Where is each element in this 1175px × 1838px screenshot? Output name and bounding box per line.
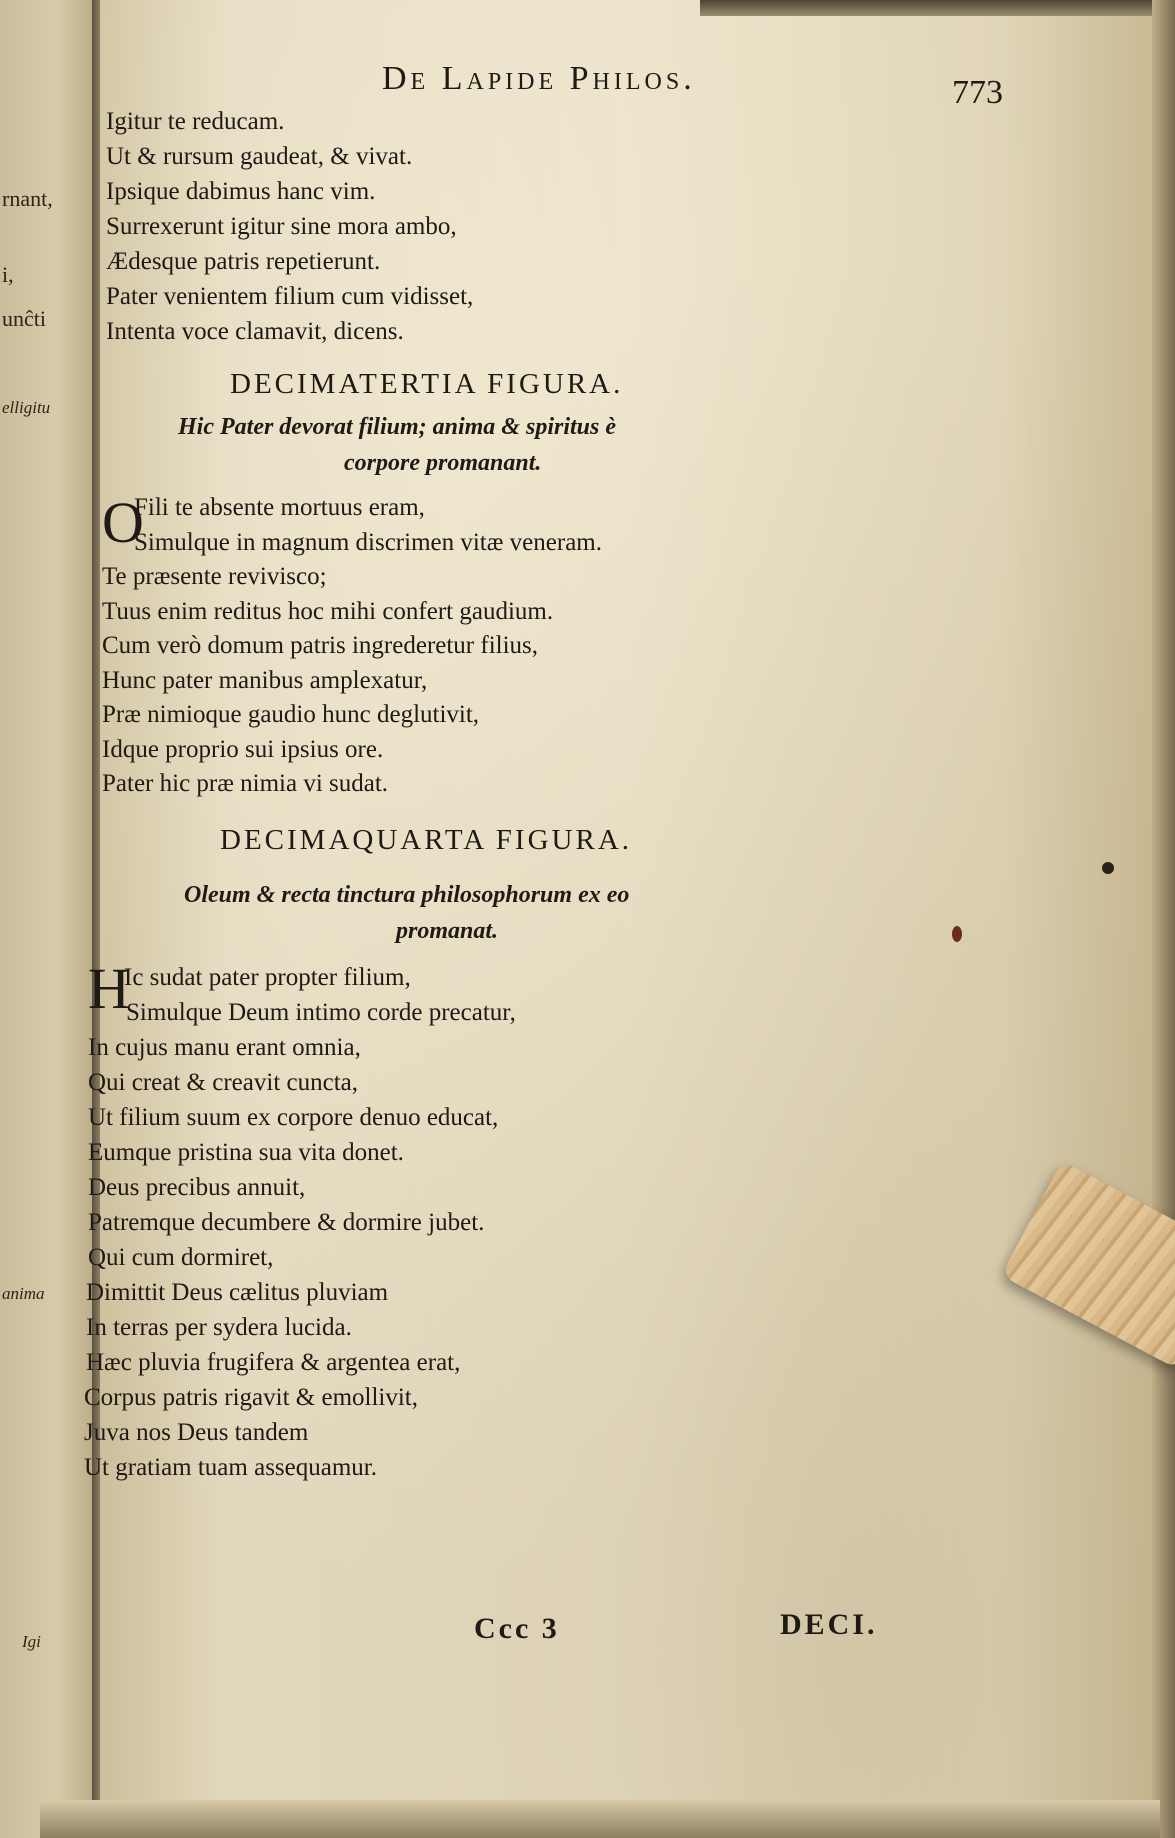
verse-line: Præ nimioque gaudio hunc deglutivit, [102,701,480,728]
verse-line: Dimittit Deus cælitus pluviam [86,1279,389,1306]
verse-line: Ut filium suum ex corpore denuo educat, [88,1104,499,1131]
ink-spot [1102,862,1114,874]
margin-fragment: elligitu [2,398,51,417]
margin-fragment: anima [2,1284,45,1303]
page-top-edge [700,0,1175,16]
facing-page-edge [0,0,96,1838]
verse-line: Ut gratiam tuam assequamur. [84,1454,377,1481]
verse-line: Tuus enim reditus hoc mihi confert gaudium. [102,598,554,625]
verse-line: Cum verò domum patris ingrederetur filius, [102,632,539,659]
page-bottom-edge [40,1800,1160,1838]
verse-line: Ædesque patris repetierunt. [106,248,381,275]
verse-line: Ic sudat pater propter filium, [124,964,411,991]
verse-line: Eumque pristina sua vita donet. [88,1139,404,1166]
verse-line: In terras per sydera lucida. [86,1314,352,1341]
page-number: 773 [952,74,1003,111]
verse-line: Igitur te reducam. [106,108,285,135]
figure-caption: corpore promanant. [344,450,542,476]
catchword: DECI. [780,1608,878,1641]
margin-fragment: i, [2,262,14,287]
verse-line: Te præsente revivisco; [102,563,327,590]
verse-line: Simulque in magnum discrimen vitæ veneram. [134,529,602,556]
signature-mark: Ccc 3 [474,1612,560,1645]
figure-heading: DECIMAQUARTA FIGURA. [220,824,633,856]
margin-fragment: unĉti [2,306,46,331]
verse-line: Simulque Deum intimo corde precatur, [126,999,516,1026]
verse-line: Deus precibus annuit, [88,1174,306,1201]
drop-cap: H [88,956,130,1021]
figure-heading: DECIMATERTIA FIGURA. [230,368,624,400]
drop-cap: O [102,490,144,555]
verse-line: Corpus patris rigavit & emollivit, [84,1384,418,1411]
verse-line: Pater venientem filium cum vidisset, [106,283,474,310]
book-page [84,0,1160,1838]
verse-line: Qui creat & creavit cuncta, [88,1069,358,1096]
margin-fragment: Igi [22,1632,41,1651]
verse-line: Intenta voce clamavit, dicens. [106,318,404,345]
verse-line: Fili te absente mortuus eram, [134,494,425,521]
verse-line: Hunc pater manibus amplexatur, [102,667,428,694]
margin-fragment: rnant, [2,186,53,211]
page-right-edge [1152,0,1175,1838]
figure-caption: Hic Pater devorat filium; anima & spiritus è [178,414,616,440]
verse-line: Ut & rursum gaudeat, & vivat. [106,143,413,170]
verse-line: In cujus manu erant omnia, [88,1034,361,1061]
figure-caption: Oleum & recta tinctura philosophorum ex eo [184,882,630,908]
verse-line: Patremque decumbere & dormire jubet. [88,1209,485,1236]
running-title: De Lapide Philos. [382,60,696,97]
figure-caption: promanat. [396,918,499,944]
ink-spot [952,926,962,942]
verse-line: Juva nos Deus tandem [84,1419,309,1446]
verse-line: Surrexerunt igitur sine mora ambo, [106,213,457,240]
verse-line: Idque proprio sui ipsius ore. [102,736,384,763]
verse-line: Ipsique dabimus hanc vim. [106,178,376,205]
verse-line: Pater hic præ nimia vi sudat. [102,770,389,797]
verse-line: Qui cum dormiret, [88,1244,274,1271]
verse-line: Hæc pluvia frugifera & argentea erat, [86,1349,461,1376]
